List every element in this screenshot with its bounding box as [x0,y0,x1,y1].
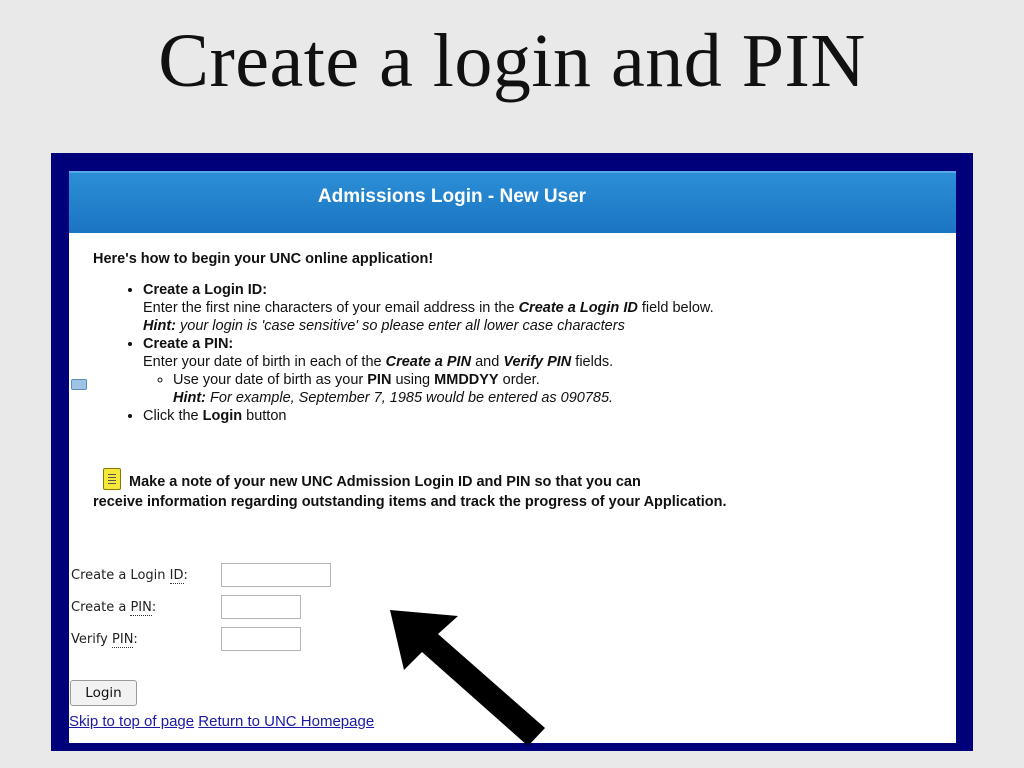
step2-text-b: Create a PIN [385,354,472,370]
sub-e: order. [498,372,540,388]
verify-label-a: Verify [71,632,113,647]
skip-to-top-link[interactable]: Skip to top of page [69,713,195,730]
pin-label-b: PIN [130,600,152,615]
step2-text-c: and [471,354,504,370]
step1-hint-label: Hint: [143,318,177,334]
instructions [93,251,943,425]
step1-hint [143,317,943,335]
step2-title: • Create a PIN: [143,336,234,352]
step2-text [143,353,943,371]
step3-text-a: Click the [143,408,203,424]
pin-sub-list [143,371,943,407]
step-login-id [143,281,943,335]
note-box [93,468,943,512]
login-id-label-c: : [183,568,188,583]
login-id-input[interactable] [221,563,331,587]
pin-row [71,595,371,623]
footer-links [69,713,374,730]
comment-icon[interactable] [71,379,87,390]
pin-format-text [173,371,943,389]
login-id-label [71,568,188,583]
login-id-label-b: ID [169,568,184,583]
step1-text [143,299,943,317]
note-line2: receive information regarding outstanding items and track the progress of your Application. [93,494,727,510]
note-icon [103,468,121,490]
step1-text-a: Enter the first nine characters of your email address in the [143,300,519,316]
step2-text-d: Verify PIN [503,354,572,370]
pin-input[interactable] [221,595,301,619]
step-click-login [143,407,943,425]
step2-text-e: fields. [571,354,614,370]
sub-c: using [391,372,435,388]
step-list [93,281,943,425]
step3-text-c: button [242,408,287,424]
slide-title: Create a login and PIN [158,19,866,103]
sub-a: Use your date of birth as your [173,372,368,388]
intro-text: Here's how to begin your UNC online application! [93,251,434,267]
verify-pin-label [71,632,138,647]
note-line1: Make a note of your new UNC Admission Login ID and PIN so that you can [129,474,641,490]
sub-d: MMDDYY [434,372,499,388]
pin-label [71,600,156,615]
step1-text-c: field below. [637,300,714,316]
step2-hint [173,389,943,407]
login-id-row [71,563,371,591]
step1-text-b: Create a Login ID [518,300,638,316]
step2-hint-label: Hint: [173,390,207,406]
step1-title: • Create a Login ID: [143,282,268,298]
pin-label-c: : [151,600,157,615]
step1-hint-text: your login is 'case sensitive' so please enter all lower case characters [176,318,625,334]
verify-label-c: : [133,632,138,647]
page-header [69,171,956,233]
header-title: Admissions Login - New User [317,186,587,207]
return-home-link[interactable]: Return to UNC Homepage [198,713,375,730]
sub-b: PIN [367,372,392,388]
arrow-pointer [380,600,560,750]
login-button[interactable]: Login [70,680,137,706]
verify-pin-input[interactable] [221,627,301,651]
step-pin [143,335,943,407]
login-id-label-a: Create a Login [71,568,170,583]
verify-pin-row [71,627,371,655]
step2-text-a: Enter your date of birth in each of the [143,354,386,370]
step3-text-b: Login [202,408,243,424]
pin-format-item [173,371,943,407]
step2-hint-text: For example, September 7, 1985 would be entered as 090785. [206,390,614,406]
verify-label-b: PIN [112,632,134,647]
pin-label-a: Create a [71,600,131,615]
